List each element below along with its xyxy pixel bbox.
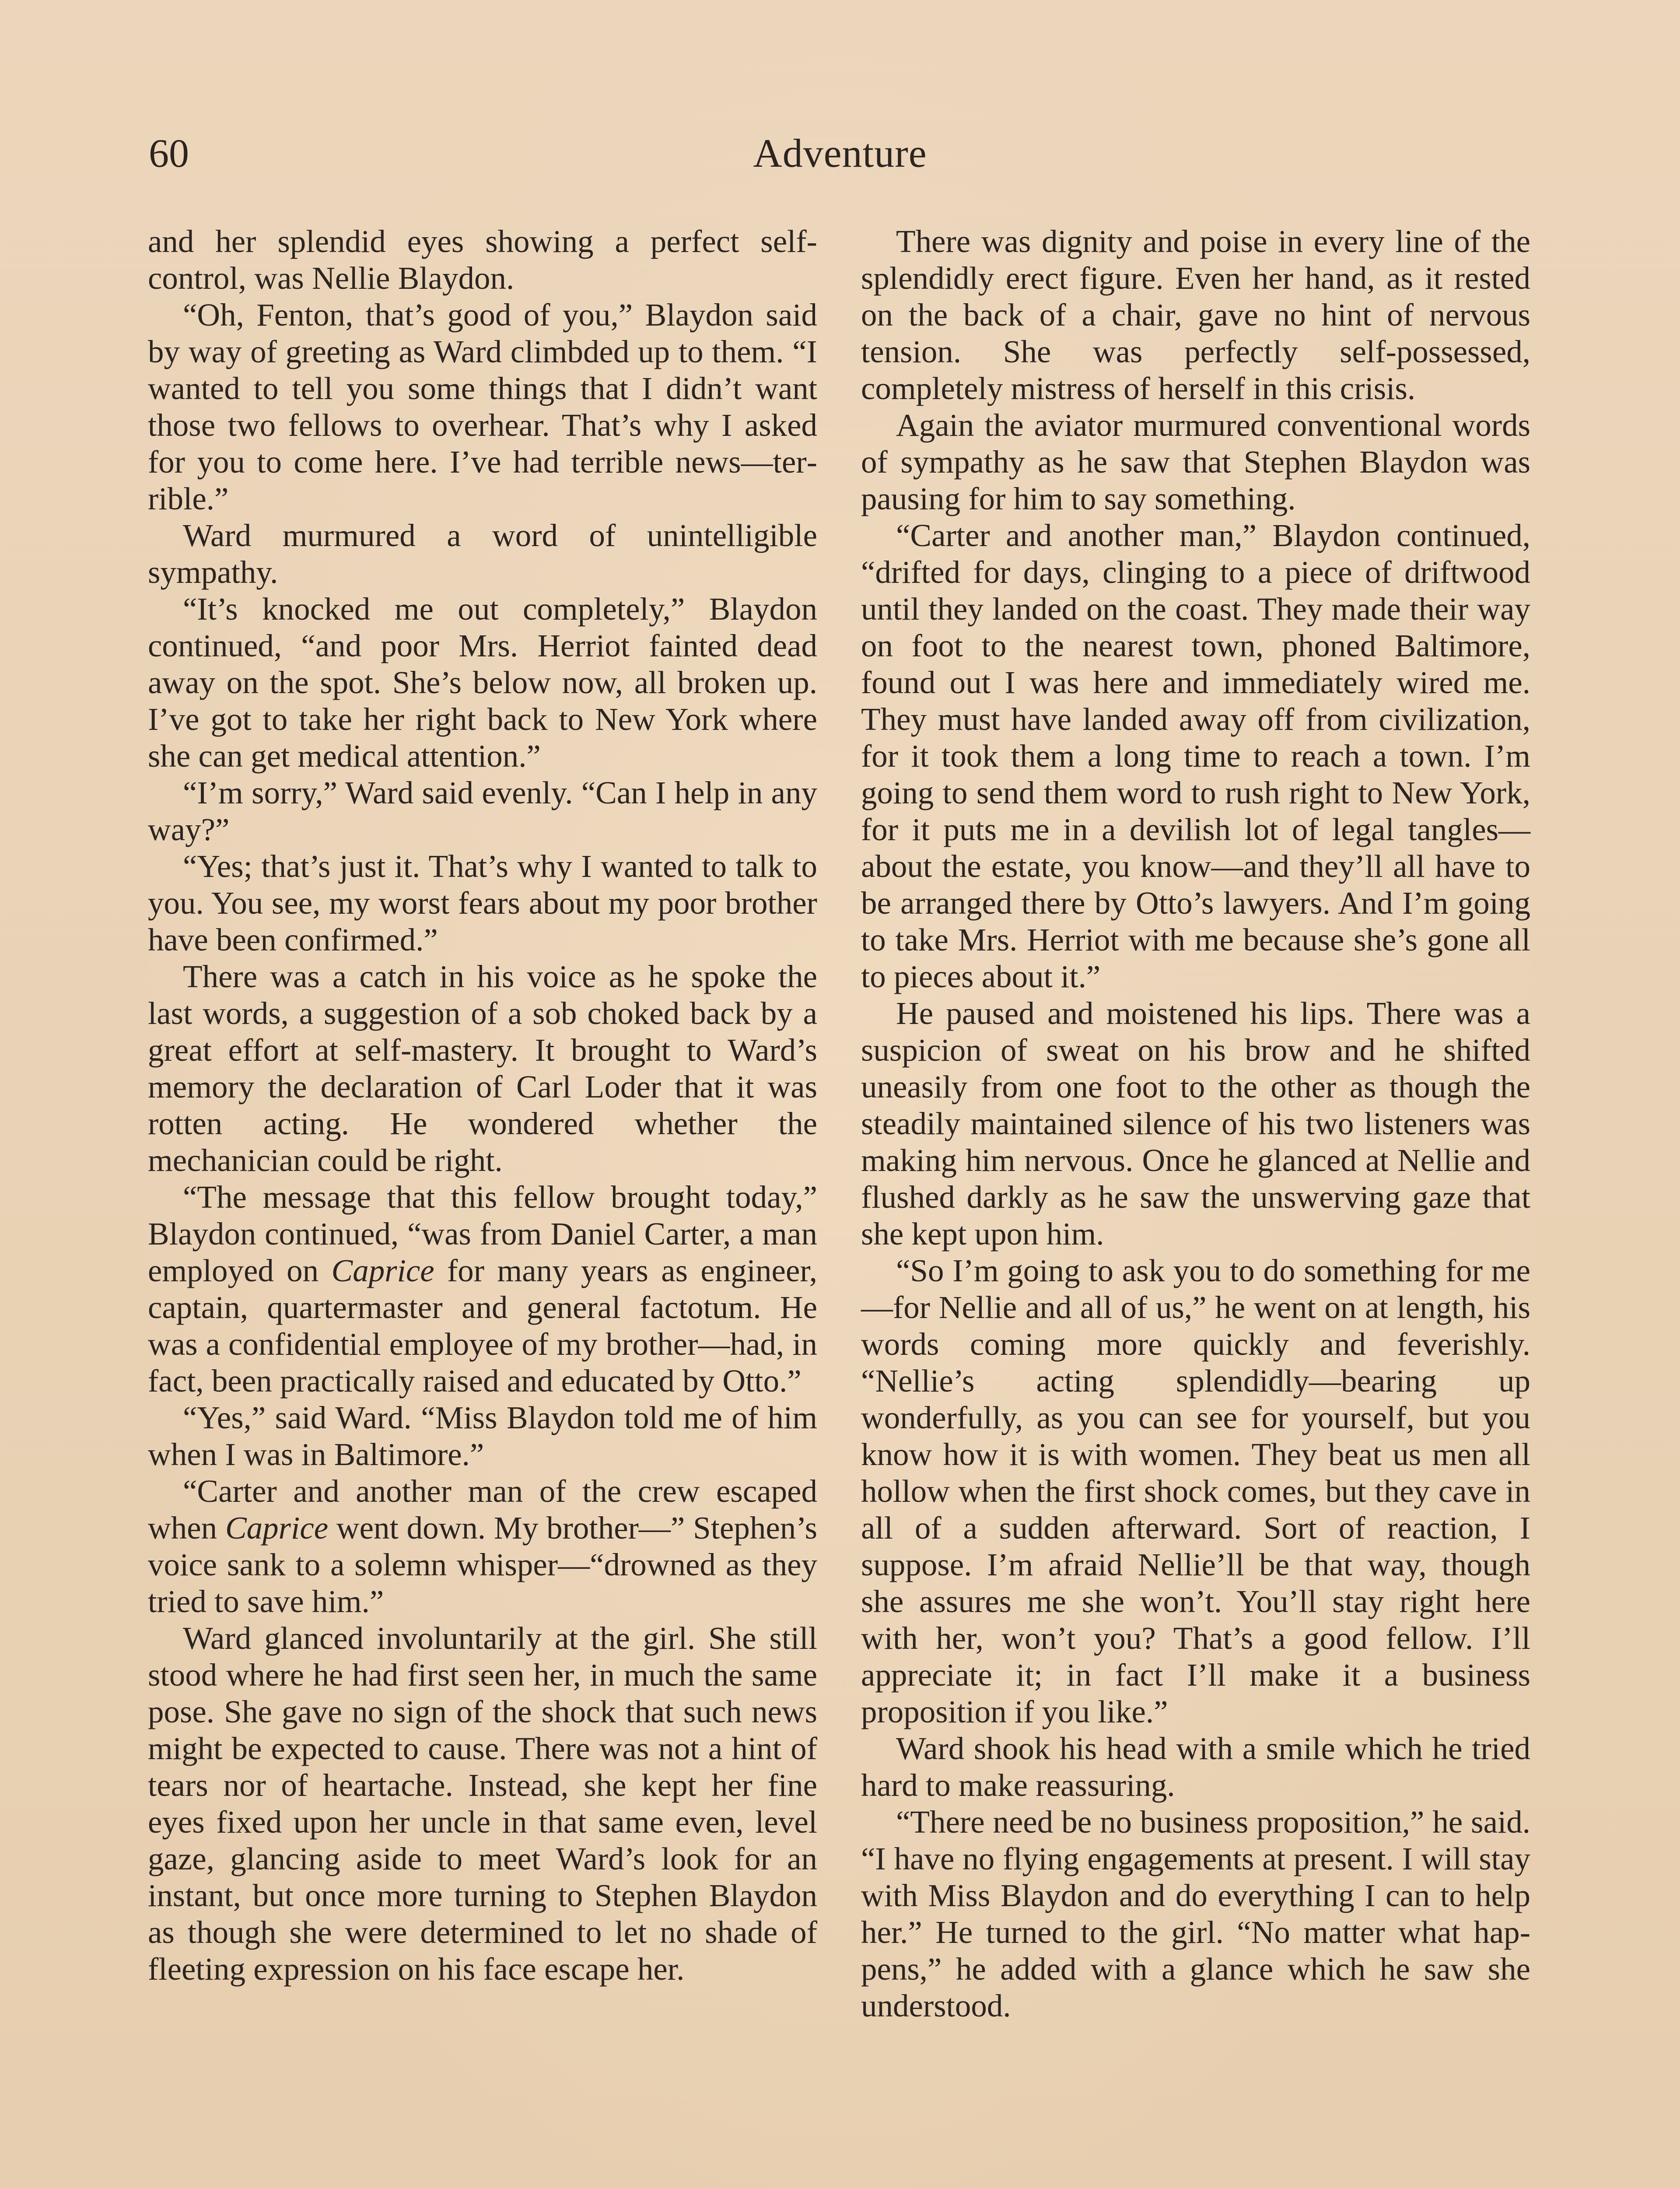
- running-title: Adventure: [753, 131, 927, 175]
- paragraph-text: “It’s knocked me out completely,” Blaydon continued, “and poor Mrs. Herriot fainted dead away on the spot. She’s below now, all broken up. I’ve got to take her right back to New York where she can get medical attention.”: [148, 591, 817, 774]
- paragraph: [861, 407, 1530, 517]
- paragraph-text: “Yes,” said Ward. “Miss Blaydon told me of him when I was in Baltimore.”: [148, 1400, 817, 1472]
- right-text-column: [861, 223, 1530, 2024]
- paragraph: [148, 1179, 817, 1399]
- paragraph-text: “Carter and another man of the crew escaped when: [148, 1473, 817, 1546]
- paragraph: [861, 517, 1530, 995]
- paragraph-text: There was dignity and poise in every line of the splendidly erect figure. Even her hand, as it rested on the back of a chair, gave no hint of nervous tension. She was perfectly self-possessed, completely mistress of herself in this crisis.: [861, 224, 1530, 406]
- paragraph-text: Ward shook his head with a smile which he tried hard to make reassuring.: [861, 1731, 1530, 1803]
- paragraph: [861, 995, 1530, 1252]
- paragraph-text: and her splendid eyes showing a perfect self-control, was Nellie Blaydon.: [148, 224, 817, 296]
- paragraph: [148, 958, 817, 1179]
- paragraph-text: “Oh, Fenton, that’s good of you,” Blaydon said by way of greeting as Ward climbded up to them. “I wanted to tell you some things that I didn’t want those two fellows to overhear. That’s why I asked for you to come here. I’ve had terrible news—terrible.”: [148, 297, 817, 516]
- paragraph-text: “Carter and another man,” Blaydon continued, “drifted for days, clinging to a piece of driftwood until they landed on the coast. They made their way on foot to the nearest town, phoned Baltimore, found out I was here and immediately wired me. They must have landed away off from civilization, for it took them a long time to reach a town. I’m going to send them word to rush right to New York, for it puts me in a devilish lot of legal tangles—about the estate, you know—and they’ll all have to be arranged there by Otto’s lawyers. And I’m going to take Mrs. Herriot with me because she’s gone all to pieces about it.”: [861, 518, 1530, 994]
- paragraph-text: “Yes; that’s just it. That’s why I wanted to talk to you. You see, my worst fears about my poor brother have been confirmed.”: [148, 849, 817, 957]
- paragraph-text: went down. My brother—” Stephen’s voice sank to a solemn whisper—“drowned as they tried to save him.”: [148, 1510, 818, 1619]
- paragraph: [148, 297, 817, 517]
- italic-ship-name: Caprice: [331, 1253, 434, 1288]
- italic-ship-name: Caprice: [225, 1510, 329, 1546]
- paragraph-text: “I’m sorry,” Ward said evenly. “Can I help in any way?”: [148, 775, 817, 847]
- page-header: [149, 127, 1531, 193]
- paragraph: [861, 1804, 1530, 2024]
- paragraph: [148, 848, 817, 958]
- paragraph-text: There was a catch in his voice as he spoke the last words, a suggestion of a sob choked back by a great effort at self-mastery. It brought to Ward’s memory the declaration of Carl Loder that it was rotten acting. He wondered whether the mechanician could be right.: [148, 959, 817, 1178]
- paragraph-text: Again the aviator murmured conventional words of sympathy as he saw that Stephen Blaydon was pausing for him to say something.: [861, 407, 1530, 516]
- paragraph: [148, 1473, 817, 1620]
- page-number: 60: [149, 131, 189, 175]
- paragraph: [148, 1399, 817, 1473]
- left-text-column: [148, 223, 817, 1988]
- paragraph: [861, 223, 1530, 407]
- paragraph: [148, 591, 817, 775]
- paragraph: [148, 1620, 817, 1988]
- paragraph-text: for many years as engineer, captain, quartermaster and general factotum. He was a confidential employee of my brother—had, in fact, been practically raised and educated by Otto.”: [148, 1253, 817, 1399]
- paragraph-text: Ward murmured a word of unintelligible sympathy.: [148, 518, 817, 590]
- paragraph-text: Ward glanced involuntarily at the girl. She still stood where he had first seen her, in much the same pose. She gave no sign of the shock that such news might be expected to cause. There was not a hint of tears nor of heartache. Instead, she kept her fine eyes fixed upon her uncle in that same even, level gaze, glancing aside to meet Ward’s look for an instant, but once more turning to Stephen Blaydon as though she were determined to let no shade of fleeting expression on his face escape her.: [148, 1620, 817, 1987]
- paragraph: [148, 517, 817, 591]
- paragraph: [861, 1730, 1530, 1804]
- paragraph-text: He paused and moistened his lips. There was a suspicion of sweat on his brow and he shifted uneasily from one foot to the other as though the steadily maintained silence of his two listeners was making him nervous. Once he glanced at Nellie and flushed darkly as he saw the unswerving gaze that she kept upon him.: [861, 996, 1530, 1252]
- paragraph: [861, 1252, 1530, 1730]
- paragraph-text: “The message that this fellow brought today,” Blaydon continued, “was from Daniel Carter, a man employed on: [148, 1179, 817, 1288]
- paragraph: [148, 223, 817, 297]
- paragraph: [148, 775, 817, 848]
- paragraph-text: “So I’m going to ask you to do something for me—for Nellie and all of us,” he went on at length, his words coming more quickly and feverishly. “Nellie’s acting splendidly—bearing up wonderfully, as you can see for yourself, but you know how it is with women. They beat us men all hollow when the first shock comes, but they cave in all of a sudden afterward. Sort of reaction, I suppose. I’m afraid Nellie’ll be that way, though she assures me she won’t. You’ll stay right here with her, won’t you? That’s a good fellow. I’ll appreciate it; in fact I’ll make it a business proposition if you like.”: [861, 1253, 1530, 1729]
- paragraph-text: “There need be no business proposition,” he said. “I have no flying engagements at present. I will stay with Miss Blaydon and do everything I can to help her.” He turned to the girl. “No matter what happens,” he added with a glance which he saw she understood.: [861, 1804, 1530, 2023]
